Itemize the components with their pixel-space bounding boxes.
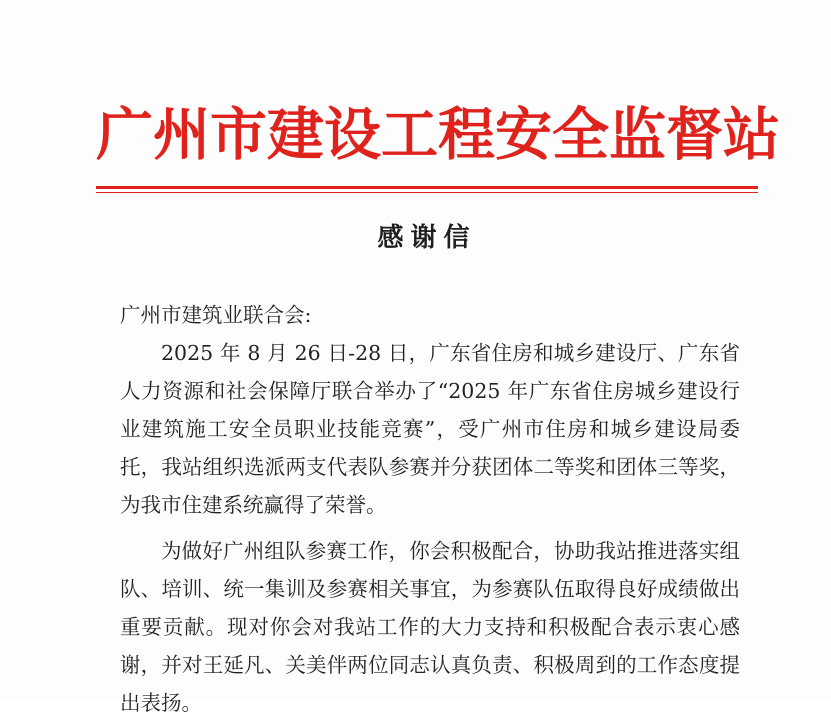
paragraph-thanks: 为做好广州组队参赛工作，你会积极配合，协助我站推进落实组队、培训、统一集训及参赛相关事宜，为参赛队伍取得良好成绩做出重要贡献。现对你会对我站工作的大力支持和积极配合表示衷心感谢，并对王延凡、关美伴两位同志认真负责、积极周到的工作态度提出表扬。 [120,539,740,715]
letterhead-divider-thin [96,192,758,193]
letter-body [120,296,740,722]
salutation: 广州市建筑业联合会: [120,303,312,327]
paragraph-competition-result: 2025 年 8 月 26 日-28 日，广东省住房和城乡建设厅、广东省人力资源和社会保障厅联合举办了“2025 年广东省住房城乡建设行业建筑施工安全员职业技能竞赛”，受广州市住房和城乡建设局委托，我站组织选派两支代表队参赛并分获团体二等奖和团体三等奖，为我市住建系统赢得了荣誉。 [120,341,740,517]
document-title: 感谢信 [377,223,477,253]
letterhead-organization-name: 广州市建设工程安全监督站 [96,101,780,168]
letterhead-divider-thick [96,186,758,189]
